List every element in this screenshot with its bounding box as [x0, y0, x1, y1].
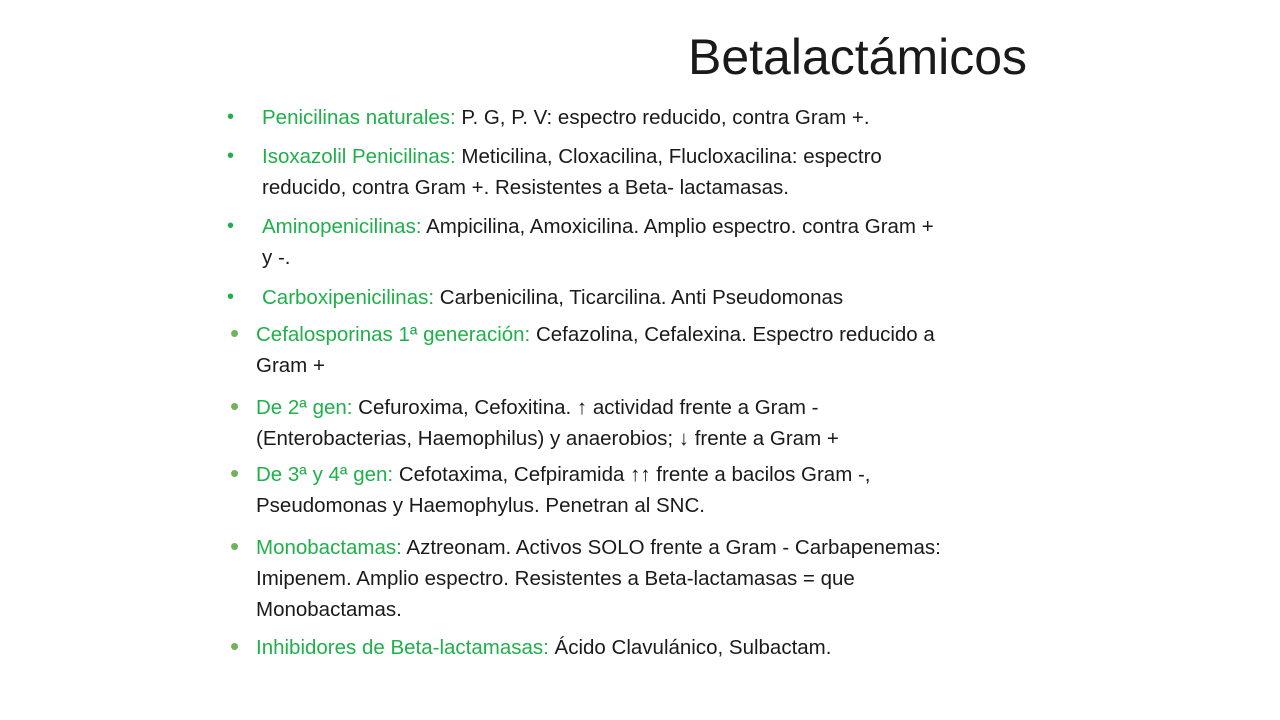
bullet-icon: •	[227, 106, 235, 128]
list-item-desc: Aztreonam. Activos SOLO frente a Gram - Carbapenemas:	[401, 536, 941, 559]
bullet-icon: •	[227, 215, 235, 237]
list-item	[230, 391, 839, 454]
list-item-desc: Ácido Clavulánico, Sulbactam.	[548, 636, 832, 659]
list-item-desc: Cefotaxima, Cefpiramida ↑↑ frente a bacilos Gram -,	[393, 463, 871, 486]
bullet-icon: •	[227, 145, 235, 167]
list-item-desc-line: y -.	[262, 246, 291, 269]
list-item	[230, 458, 871, 521]
list-item-term: Monobactamas:	[256, 536, 402, 559]
list-item-desc: P. G, P. V: espectro reducido, contra Gram +.	[455, 106, 870, 129]
bullet-icon: •	[230, 531, 240, 561]
list-item-term: Penicilinas naturales:	[262, 106, 456, 129]
list-item-desc-line: Imipenem. Amplio espectro. Resistentes a Beta-lactamasas = que	[256, 567, 855, 590]
list-item-desc: Meticilina, Cloxacilina, Flucloxacilina: espectro	[455, 145, 882, 168]
list-item-term: De 3ª y 4ª gen:	[256, 463, 394, 486]
list-item-term: Aminopenicilinas:	[262, 215, 422, 238]
list-item	[227, 141, 882, 203]
list-item-desc-line: Pseudomonas y Haemophylus. Penetran al SNC.	[256, 494, 705, 517]
bullet-icon: •	[230, 458, 240, 488]
list-item-desc-line: Gram +	[256, 354, 325, 377]
list-item-desc: Carbenicilina, Ticarcilina. Anti Pseudomonas	[434, 286, 844, 309]
list-item-desc-line: reducido, contra Gram +. Resistentes a Beta- lactamasas.	[262, 176, 789, 199]
bullet-icon: •	[230, 631, 240, 661]
list-item	[230, 318, 935, 381]
list-item-term: Inhibidores de Beta-lactamasas:	[256, 636, 549, 659]
list-item	[230, 631, 832, 663]
list-item	[227, 102, 870, 133]
bullet-icon: •	[230, 391, 240, 421]
list-item-term: Cefalosporinas 1ª generación:	[256, 323, 531, 346]
list-item-term: Isoxazolil Penicilinas:	[262, 145, 456, 168]
list-item-desc: Cefuroxima, Cefoxitina. ↑ actividad frente a Gram -	[352, 396, 819, 419]
slide-title: Betalactámicos	[688, 29, 1028, 85]
list-item	[230, 531, 941, 625]
list-item-term: De 2ª gen:	[256, 396, 353, 419]
bullet-icon: •	[227, 286, 235, 308]
list-item-term: Carboxipenicilinas:	[262, 286, 435, 309]
list-item-desc: Ampicilina, Amoxicilina. Amplio espectro. contra Gram +	[421, 215, 934, 238]
list-item	[227, 211, 934, 273]
bullet-icon: •	[230, 318, 240, 348]
list-item-desc-line: Monobactamas.	[256, 598, 402, 621]
list-item-desc: Cefazolina, Cefalexina. Espectro reducido a	[530, 323, 935, 346]
list-item	[227, 282, 844, 313]
list-item-desc-line: (Enterobacterias, Haemophilus) y anaerobios; ↓ frente a Gram +	[256, 427, 839, 450]
